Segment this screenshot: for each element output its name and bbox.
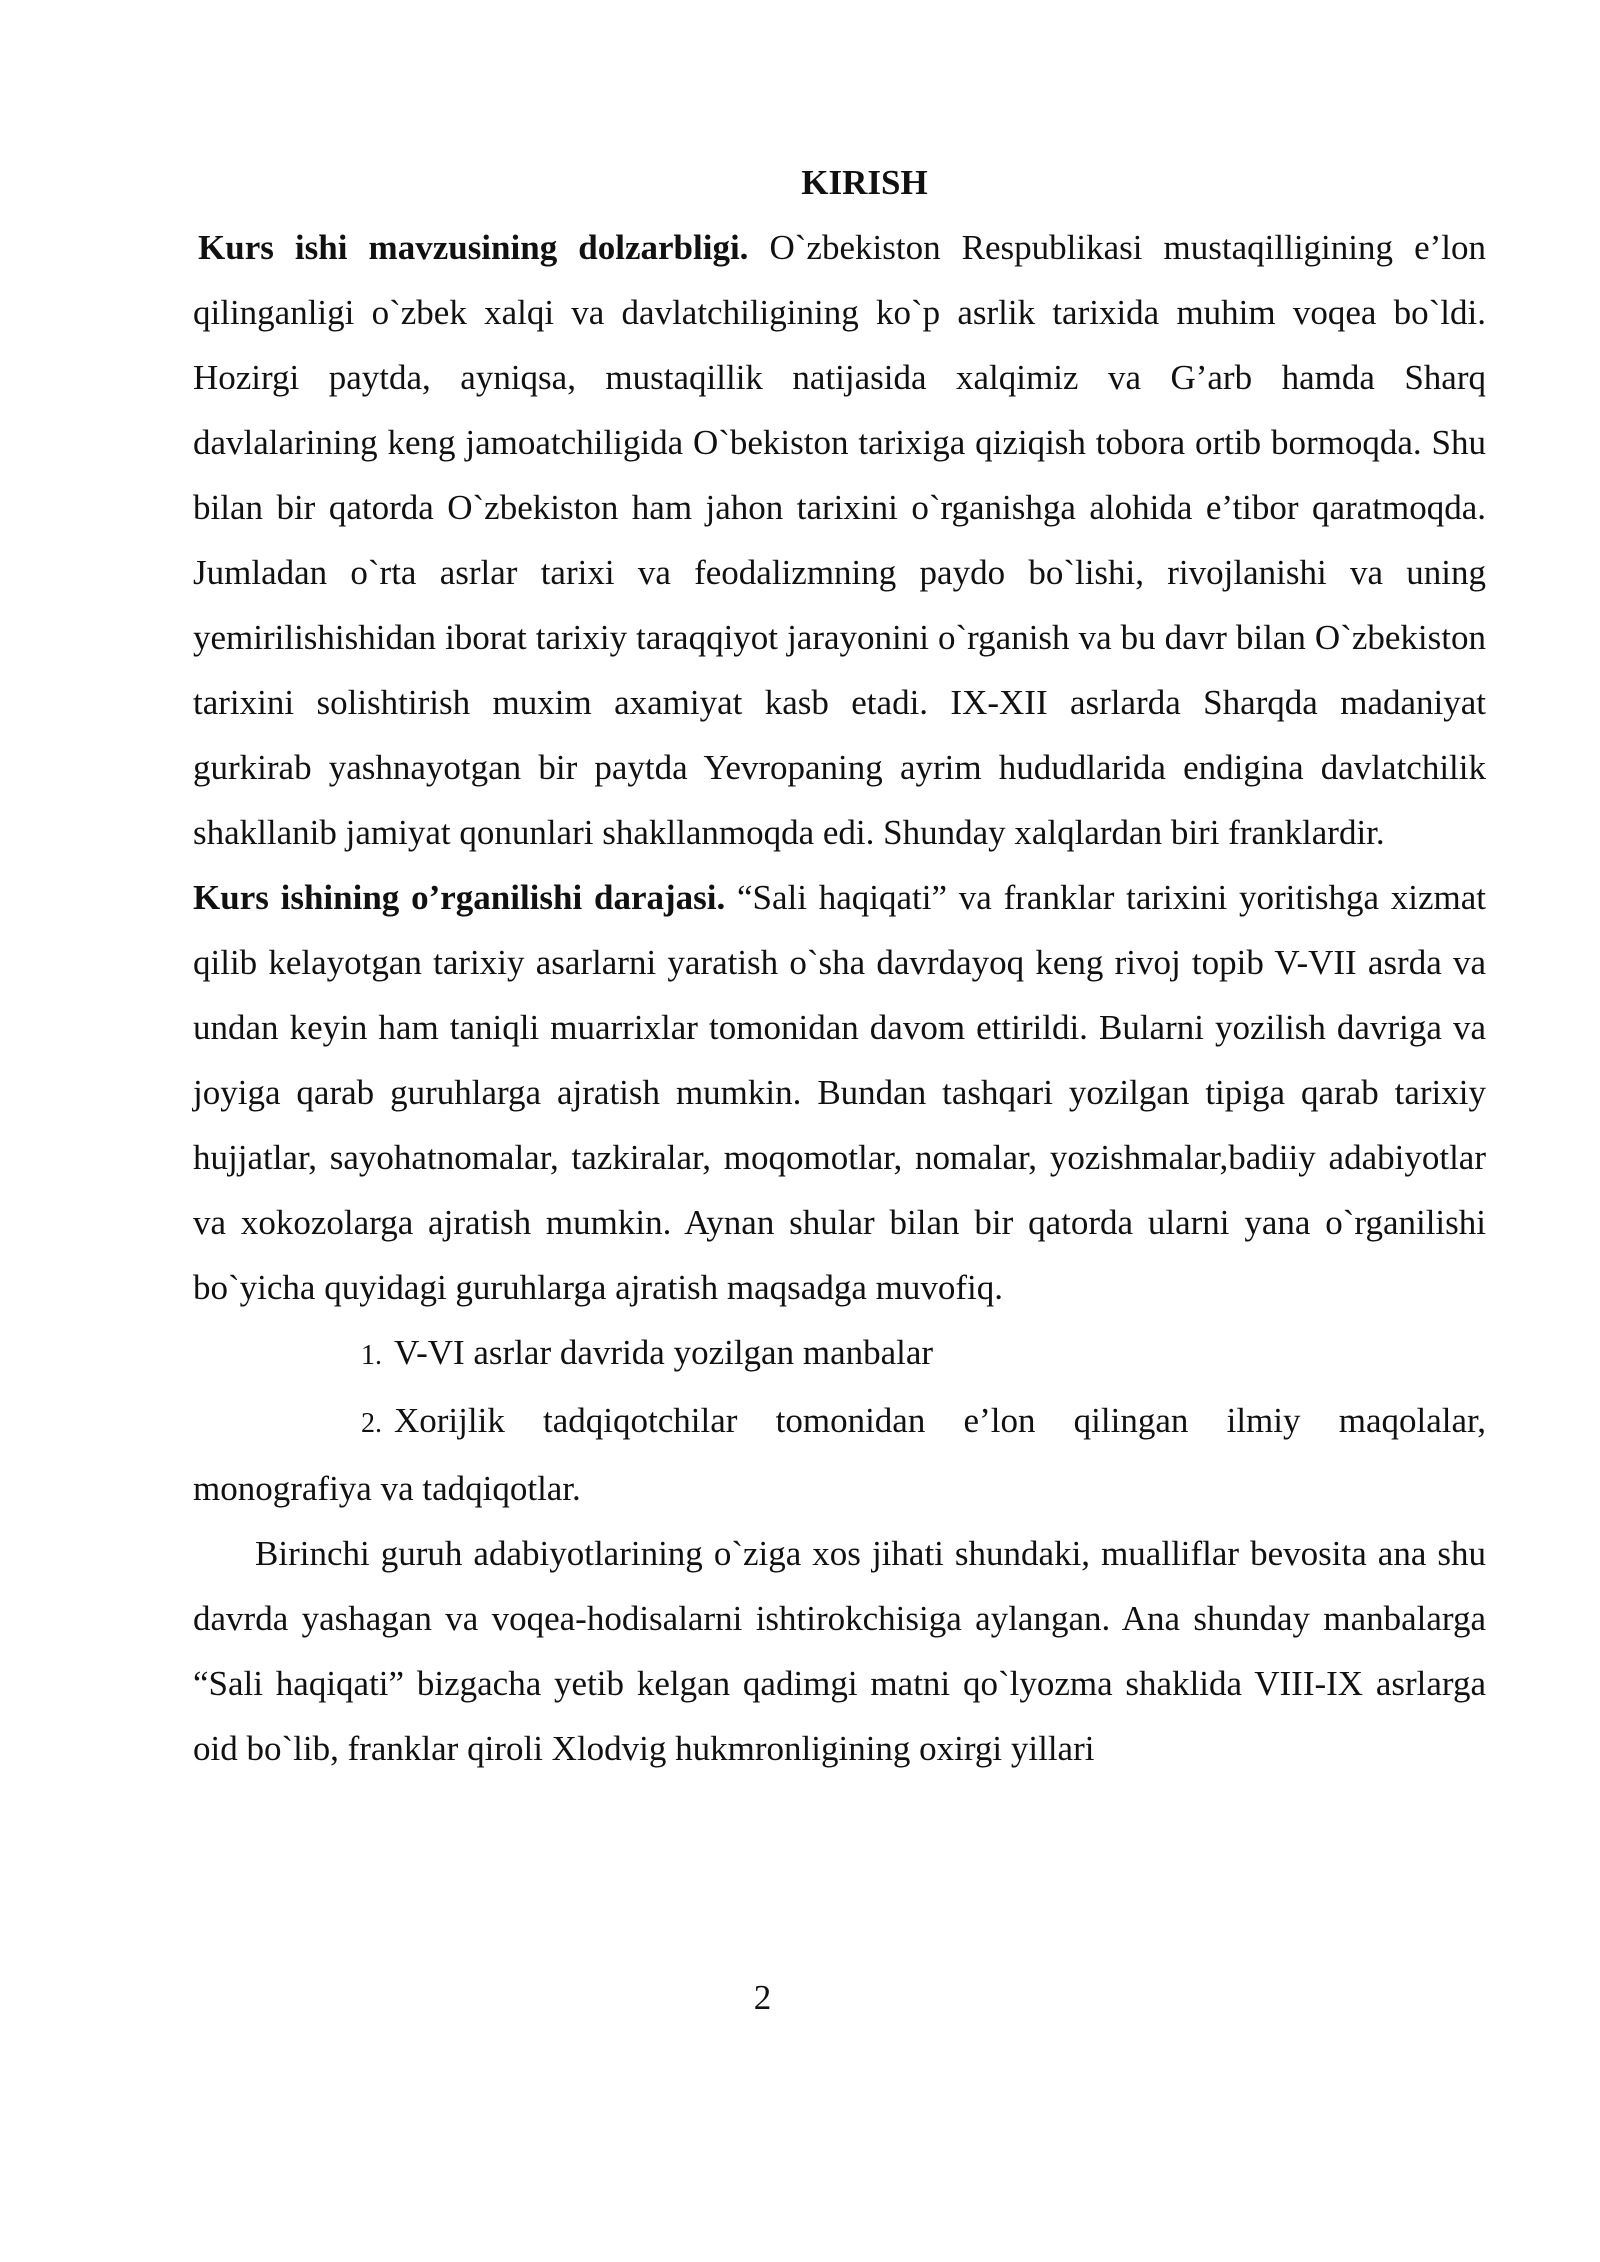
section-relevance-paragraph [193, 215, 1486, 865]
section-study-level-paragraph [193, 865, 1486, 1320]
page-number: 2 [753, 1978, 772, 2017]
section-study-level-heading: Kurs ishining o’rganilishi darajasi. [193, 878, 726, 917]
body-paragraph: Birinchi guruh adabiyotlarining o`ziga xos jihati shundaki, mualliflar bevosita ana shu davrda yashagan va voqea-hodisalarni ishtirokchisiga aylangan. Ana shunday manbalarga “Sali haqiqati” bizgacha yetib kelgan qadimgi matni qo`lyozma shaklida VIII-IX asrlarga oid bo`lib, franklar qiroli Xlodvig hukmronligining oxirgi yillari [193, 1534, 1486, 1768]
section-relevance-text: O`zbekiston Respublikasi mustaqilligining e’lon qilinganligi o`zbek xalqi va davlatchiligining ko`p asrlik tarixida muhim voqea bo`ldi. Hozirgi paytda, ayniqsa, mustaqillik natijasida xalqimiz va G’arb hamda Sharq davlalarining keng jamoatchiligida O`bekiston tarixiga qiziqish tobora ortib bormoqda. Shu bilan bir qatorda O`zbekiston ham jahon tarixini o`rganishga alohida e’tibor qaratmoqda. Jumladan o`rta asrlar tarixi va feodalizmning paydo bo`lishi, rivojlanishi va uning yemirilishishidan iborat tarixiy taraqqiyot jarayonini o`rganish va bu davr bilan O`zbekiston tarixini solishtirish muxim axamiyat kasb etadi. IX-XII asrlarda Sharqda madaniyat gurkirab yashnayotgan bir paytda Yevropaning ayrim hududlarida endigina davlatchilik shakllanib jamiyat qonunlari shakllanmoqda edi. Shunday xalqlardan biri franklardir. [193, 228, 1486, 852]
list-item-text: Xorijlik tadqiqotchilar tomonidan e’lon qilingan ilmiy maqolalar, monografiya va tadqiqotlar. [193, 1401, 1486, 1508]
list-item [193, 1388, 1486, 1521]
list-item-text: V-VI asrlar davrida yozilgan manbalar [394, 1333, 934, 1372]
list-item-number: 2. [361, 1408, 382, 1439]
page-content [193, 150, 1486, 1781]
list-item [193, 1320, 1486, 1388]
document-title: KIRISH [801, 163, 928, 202]
section-study-level-text: “Sali haqiqati” va franklar tarixini yoritishga xizmat qilib kelayotgan tarixiy asarlarni yaratish o`sha davrdayoq keng rivoj topib V-VII asrda va undan keyin ham taniqli muarrixlar tomonidan davom ettirildi. Bularni yozilish davriga va joyiga qarab guruhlarga ajratish mumkin. Bundan tashqari yozilgan tipiga qarab tarixiy hujjatlar, sayohatnomalar, tazkiralar, moqomotlar, nomalar, yozishmalar,badiiy adabiyotlar va xokozolarga ajratish mumkin. Aynan shular bilan bir qatorda ularni yana o`rganilishi bo`yicha quyidagi guruhlarga ajratish maqsadga muvofiq. [193, 878, 1486, 1307]
section-relevance-heading: Kurs ishi mavzusining dolzarbligi. [198, 228, 749, 267]
list-item-number: 1. [361, 1340, 382, 1371]
